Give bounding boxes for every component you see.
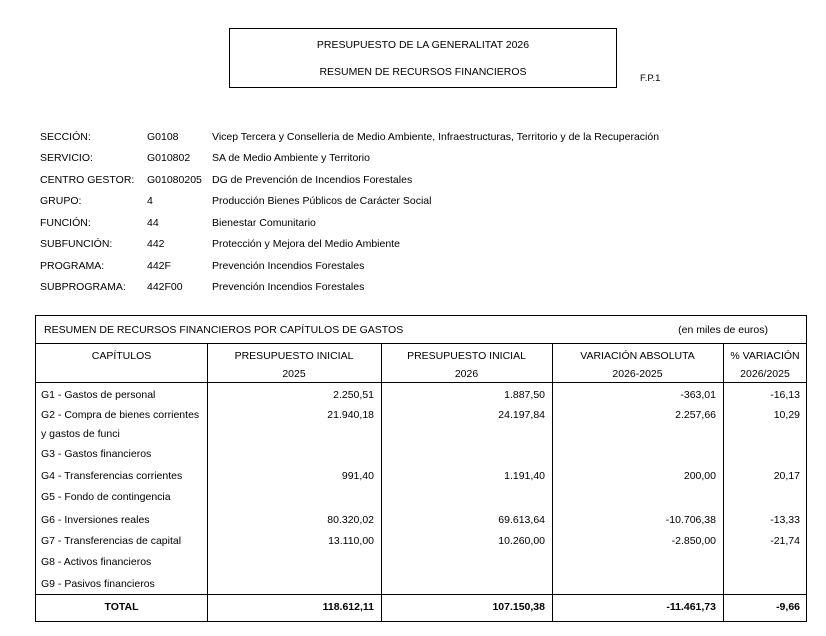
value-variacion-porcentaje: 20,17 <box>773 470 800 482</box>
value-2026: 1.191,40 <box>504 470 545 482</box>
header-presupuesto-2026 <box>381 344 552 382</box>
chapter-name: G9 - Pasivos financieros <box>41 578 155 590</box>
value-variacion-absoluta: -2.850,00 <box>671 535 716 547</box>
info-description: Bienestar Comunitario <box>212 217 316 229</box>
document-subtitle: RESUMEN DE RECURSOS FINANCIEROS <box>319 66 527 78</box>
info-label: FUNCIÓN: <box>40 217 91 229</box>
value-variacion-absoluta: 200,00 <box>683 470 716 482</box>
table-unit: (en miles de euros) <box>678 324 768 336</box>
value-2025: 118.612,11 <box>322 601 374 613</box>
column-header-year: 2026-2025 <box>612 368 663 380</box>
value-2025: 21.940,18 <box>327 409 374 421</box>
info-code: 44 <box>147 217 159 229</box>
chapter-name: G3 - Gastos financieros <box>41 448 152 460</box>
column-header-label: CAPÍTULOS <box>91 350 152 362</box>
info-label: SECCIÓN: <box>40 131 91 143</box>
chapter-name: G6 - Inversiones reales <box>41 514 150 526</box>
value-variacion-porcentaje: -9,66 <box>776 601 800 613</box>
column-header-year: 2025 <box>282 368 306 380</box>
value-variacion-porcentaje: -13,33 <box>770 514 800 526</box>
info-code: 442F00 <box>147 281 183 293</box>
table-title: RESUMEN DE RECURSOS FINANCIEROS POR CAPÍTULOS DE GASTOS <box>44 324 404 336</box>
info-code: 4 <box>147 195 153 207</box>
header-presupuesto-2025 <box>207 344 381 382</box>
value-2025: 991,40 <box>341 470 374 482</box>
column-header-label: PRESUPUESTO INICIAL <box>407 350 526 362</box>
financial-summary-table <box>35 315 807 622</box>
info-code: G010802 <box>147 152 191 164</box>
column-divider <box>381 344 382 621</box>
value-variacion-absoluta: -363,01 <box>680 389 716 401</box>
chapter-name: G1 - Gastos de personal <box>41 389 156 401</box>
info-description: DG de Prevención de Incendios Forestales <box>212 174 413 186</box>
value-2026: 107.150,38 <box>492 601 545 613</box>
column-header-year: 2026/2025 <box>740 368 790 380</box>
info-label: PROGRAMA: <box>40 260 105 272</box>
info-description: Prevención Incendios Forestales <box>212 260 365 272</box>
header-variacion-absoluta <box>552 344 723 382</box>
info-description: Producción Bienes Públicos de Carácter Social <box>212 195 432 207</box>
header-variacion-porcentaje <box>723 344 807 382</box>
value-variacion-porcentaje: -21,74 <box>770 535 800 547</box>
chapter-name-continued: y gastos de funci <box>41 428 120 440</box>
value-2025: 13.110,00 <box>328 535 374 547</box>
info-code: 442 <box>147 238 165 250</box>
info-description: Protección y Mejora del Medio Ambiente <box>212 238 400 250</box>
column-header-label: % VARIACIÓN <box>730 350 800 362</box>
info-label: CENTRO GESTOR: <box>40 174 135 186</box>
column-header-year: 2026 <box>454 368 479 380</box>
info-code: 442F <box>147 260 171 272</box>
document-title-box <box>229 28 617 88</box>
total-divider <box>36 594 806 595</box>
column-divider <box>723 344 724 621</box>
value-2026: 10.260,00 <box>498 535 545 547</box>
value-variacion-absoluta: -10.706,38 <box>665 514 716 526</box>
info-label: SUBPROGRAMA: <box>40 281 126 293</box>
info-description: Vicep Tercera y Conselleria de Medio Ambiente, Infraestructuras, Territorio y de la Recuperación <box>212 131 660 143</box>
value-variacion-absoluta: 2.257,66 <box>675 409 716 421</box>
info-code: G01080205 <box>147 174 202 186</box>
document-title: PRESUPUESTO DE LA GENERALITAT 2026 <box>316 39 530 51</box>
chapter-name: TOTAL <box>104 601 139 613</box>
value-2026: 69.613,64 <box>498 514 545 526</box>
table-title-row <box>36 316 806 344</box>
form-code: F.P.1 <box>640 73 661 84</box>
value-variacion-absoluta: -11.461,73 <box>666 601 716 613</box>
chapter-name: G4 - Transferencias corrientes <box>41 470 183 482</box>
chapter-name: G5 - Fondo de contingencia <box>41 491 171 503</box>
info-description: SA de Medio Ambiente y Territorio <box>212 152 370 164</box>
value-2026: 24.197,84 <box>498 409 545 421</box>
chapter-name: G7 - Transferencias de capital <box>41 535 182 547</box>
value-2025: 80.320,02 <box>327 514 374 526</box>
info-label: SUBFUNCIÓN: <box>40 238 113 250</box>
value-variacion-porcentaje: -16,13 <box>770 389 800 401</box>
info-label: SERVICIO: <box>40 152 93 164</box>
column-divider <box>207 344 208 621</box>
info-label: GRUPO: <box>40 195 82 207</box>
header-divider <box>36 382 806 383</box>
column-divider <box>552 344 553 621</box>
column-header-label: PRESUPUESTO INICIAL <box>234 350 354 362</box>
value-2025: 2.250,51 <box>333 389 374 401</box>
value-variacion-porcentaje: 10,29 <box>773 409 800 421</box>
column-header-label: VARIACIÓN ABSOLUTA <box>580 350 695 362</box>
value-2026: 1.887,50 <box>504 389 545 401</box>
chapter-name: G8 - Activos financieros <box>41 556 152 568</box>
info-code: G0108 <box>147 131 179 143</box>
header-capitulos <box>36 344 207 382</box>
info-description: Prevención Incendios Forestales <box>212 281 365 293</box>
chapter-name: G2 - Compra de bienes corrientes <box>41 409 200 421</box>
